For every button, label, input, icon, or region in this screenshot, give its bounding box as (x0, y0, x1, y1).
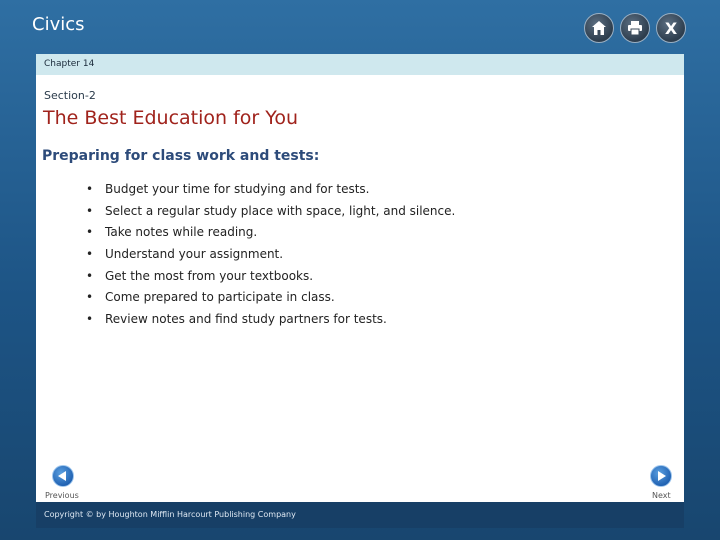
app-title: Civics (32, 14, 85, 35)
list-item (86, 244, 455, 266)
list-item (86, 179, 455, 201)
list-item (86, 266, 455, 288)
arrow-left-icon (58, 471, 66, 481)
close-icon: X (664, 18, 678, 38)
copyright-footer: Copyright © by Houghton Mifflin Harcourt Publishing Company (36, 502, 684, 528)
home-button[interactable] (584, 13, 614, 43)
list-item-text: Understand your assignment. (105, 247, 284, 262)
list-item-text: Budget your time for studying and for tests. (105, 182, 370, 196)
list-item-text: Take notes while reading. (105, 225, 258, 240)
bullet-marker: • (86, 312, 94, 327)
print-button[interactable] (620, 13, 650, 43)
close-button[interactable] (656, 13, 686, 43)
list-item-text: Come prepared to participate in class. (105, 290, 335, 305)
list-item (86, 309, 455, 331)
previous-label[interactable]: Previous (45, 491, 79, 500)
bullet-marker: • (86, 182, 94, 196)
home-icon (591, 20, 607, 36)
arrow-right-icon (658, 471, 666, 481)
page-title: The Best Education for You (43, 107, 299, 129)
list-item-text: Review notes and find study partners for tests. (105, 312, 387, 327)
next-label[interactable]: Next (652, 491, 671, 500)
next-button[interactable] (650, 465, 672, 487)
list-item (86, 287, 455, 309)
bullet-list (86, 179, 455, 331)
list-item (86, 201, 455, 223)
bullet-marker: • (86, 268, 94, 283)
content-heading: Preparing for class work and tests: (42, 148, 320, 164)
chapter-label: Chapter 14 (36, 54, 684, 75)
list-item-text: Select a regular study place with space, light, and silence. (105, 203, 456, 218)
list-item-text: Get the most from your textbooks. (105, 268, 314, 283)
slide-content (36, 75, 684, 502)
bullet-marker: • (86, 290, 94, 305)
previous-button[interactable] (52, 465, 74, 487)
print-icon (627, 20, 643, 36)
list-item (86, 222, 455, 244)
bullet-marker: • (86, 203, 94, 218)
section-label: Section-2 (44, 89, 96, 102)
bullet-marker: • (86, 225, 94, 240)
bullet-marker: • (86, 247, 94, 262)
